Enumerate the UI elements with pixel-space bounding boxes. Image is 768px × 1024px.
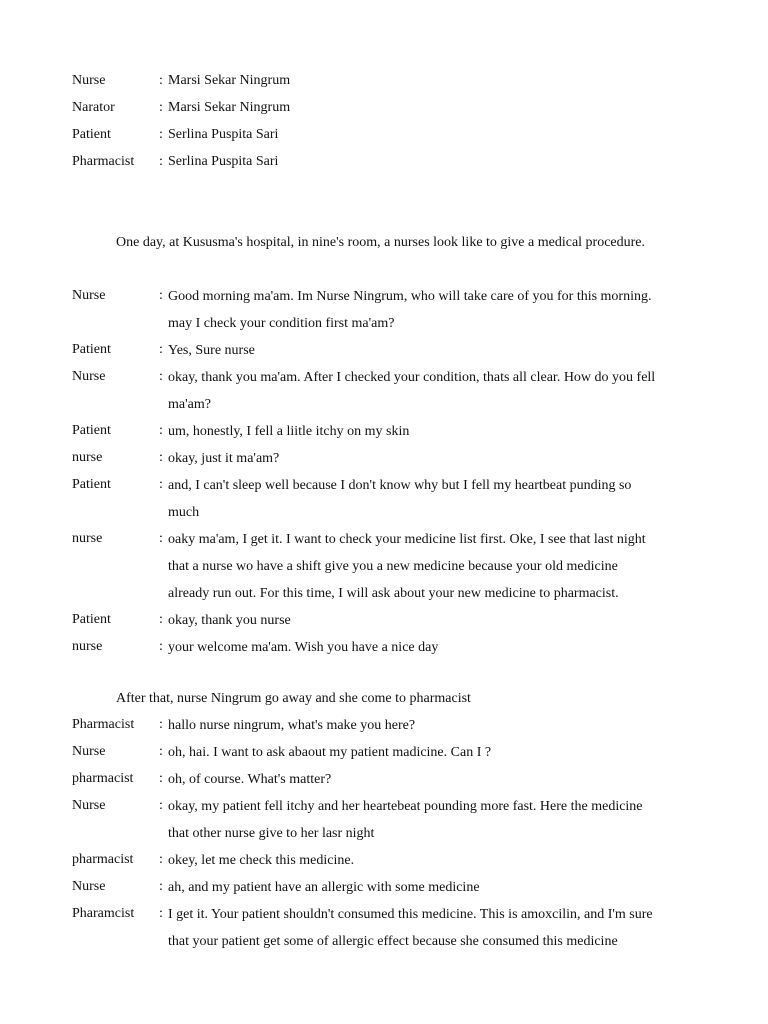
colon: : — [159, 423, 163, 438]
dialog-line: okay, just it ma'am? — [168, 451, 280, 466]
cast-role: Nurse — [72, 73, 106, 88]
dialog-text — [168, 879, 712, 906]
dialog-text — [168, 717, 712, 744]
dialog-line: already run out. For this time, I will ask about your new medicine to pharmacist. — [168, 586, 619, 601]
cast-row — [72, 126, 712, 153]
dialog-line: hallo nurse ningrum, what's make you here? — [168, 718, 416, 733]
dialog-line: that your patient get some of allergic effect because she consumed this medicine — [168, 934, 618, 949]
colon: : — [159, 154, 163, 169]
speaker-label: Nurse — [72, 798, 106, 813]
colon: : — [159, 906, 163, 921]
dialog-turn — [72, 639, 712, 666]
speaker-label: Nurse — [72, 879, 106, 894]
dialog-line: that a nurse wo have a shift give you a new medicine because your old medicine — [168, 559, 618, 574]
narration-paragraph: After that, nurse Ningrum go away and she come to pharmacist — [116, 691, 471, 706]
cast-role: Pharmacist — [72, 154, 135, 169]
dialog-text — [168, 450, 712, 477]
colon: : — [159, 369, 163, 384]
colon: : — [159, 639, 163, 654]
dialog-section-2 — [72, 717, 712, 960]
speaker-label: Patient — [72, 477, 111, 492]
dialog-line: okay, my patient fell itchy and her heartebeat pounding more fast. Here the medicine — [168, 799, 643, 814]
dialog-line: okey, let me check this medicine. — [168, 853, 355, 868]
dialog-line: oaky ma'am, I get it. I want to check your medicine list first. Oke, I see that last night — [168, 532, 646, 547]
cast-list — [72, 72, 712, 180]
dialog-line: ah, and my patient have an allergic with some medicine — [168, 880, 480, 895]
speaker-label: pharmacist — [72, 771, 134, 786]
colon: : — [159, 531, 163, 546]
dialog-turn — [72, 369, 712, 423]
dialog-turn — [72, 798, 712, 852]
cast-row — [72, 99, 712, 126]
cast-role: Patient — [72, 127, 111, 142]
speaker-label: nurse — [72, 639, 103, 654]
dialog-turn — [72, 852, 712, 879]
speaker-label: Nurse — [72, 369, 106, 384]
dialog-line: um, honestly, I fell a liitle itchy on my skin — [168, 424, 410, 439]
dialog-line: okay, thank you nurse — [168, 613, 291, 628]
colon: : — [159, 744, 163, 759]
dialog-line: oh, of course. What's matter? — [168, 772, 332, 787]
dialog-text — [168, 906, 712, 960]
dialog-text — [168, 477, 712, 531]
dialog-turn — [72, 342, 712, 369]
colon: : — [159, 879, 163, 894]
speaker-label: pharmacist — [72, 852, 134, 867]
dialog-turn — [72, 879, 712, 906]
dialog-text — [168, 744, 712, 771]
colon: : — [159, 771, 163, 786]
dialog-text — [168, 612, 712, 639]
dialog-line: your welcome ma'am. Wish you have a nice day — [168, 640, 439, 655]
dialog-line: I get it. Your patient shouldn't consumed this medicine. This is amoxcilin, and I'm sure — [168, 907, 653, 922]
colon: : — [159, 450, 163, 465]
dialog-line: oh, hai. I want to ask abaout my patient madicine. Can I ? — [168, 745, 492, 760]
dialog-text — [168, 639, 712, 666]
dialog-section-1 — [72, 288, 712, 666]
dialog-text — [168, 771, 712, 798]
dialog-line: that other nurse give to her lasr night — [168, 826, 375, 841]
dialog-turn — [72, 717, 712, 744]
dialog-turn — [72, 744, 712, 771]
colon: : — [159, 612, 163, 627]
dialog-line: and, I can't sleep well because I don't know why but I fell my heartbeat punding so — [168, 478, 632, 493]
cast-name: Marsi Sekar Ningrum — [168, 100, 291, 115]
speaker-label: Patient — [72, 423, 111, 438]
dialog-turn — [72, 477, 712, 531]
dialog-line: ma'am? — [168, 397, 211, 412]
dialog-line: Good morning ma'am. Im Nurse Ningrum, who will take care of you for this morning. — [168, 289, 652, 304]
dialog-line: may I check your condition first ma'am? — [168, 316, 395, 331]
colon: : — [159, 288, 163, 303]
colon: : — [159, 127, 163, 142]
speaker-label: Patient — [72, 612, 111, 627]
colon: : — [159, 717, 163, 732]
cast-name: Serlina Puspita Sari — [168, 127, 279, 142]
dialog-turn — [72, 288, 712, 342]
colon: : — [159, 798, 163, 813]
cast-name: Serlina Puspita Sari — [168, 154, 279, 169]
speaker-label: nurse — [72, 531, 103, 546]
speaker-label: nurse — [72, 450, 103, 465]
dialog-turn — [72, 450, 712, 477]
speaker-label: Pharamcist — [72, 906, 135, 921]
cast-row — [72, 72, 712, 99]
speaker-label: Pharmacist — [72, 717, 135, 732]
dialog-text — [168, 531, 712, 612]
dialog-text — [168, 852, 712, 879]
colon: : — [159, 477, 163, 492]
speaker-label: Nurse — [72, 744, 106, 759]
dialog-text — [168, 369, 712, 423]
dialog-text — [168, 342, 712, 369]
dialog-text — [168, 288, 712, 342]
colon: : — [159, 100, 163, 115]
dialog-line: okay, thank you ma'am. After I checked your condition, thats all clear. How do you fell — [168, 370, 656, 385]
dialog-line: Yes, Sure nurse — [168, 343, 255, 358]
dialog-line: much — [168, 505, 200, 520]
speaker-label: Nurse — [72, 288, 106, 303]
dialog-text — [168, 798, 712, 852]
dialog-turn — [72, 906, 712, 960]
cast-row — [72, 153, 712, 180]
speaker-label: Patient — [72, 342, 111, 357]
dialog-turn — [72, 423, 712, 450]
cast-name: Marsi Sekar Ningrum — [168, 73, 291, 88]
dialog-turn — [72, 612, 712, 639]
dialog-turn — [72, 531, 712, 612]
colon: : — [159, 73, 163, 88]
dialog-turn — [72, 771, 712, 798]
narration-paragraph: One day, at Kususma's hospital, in nine's room, a nurses look like to give a medical procedure. — [116, 235, 646, 250]
cast-role: Narator — [72, 100, 115, 115]
colon: : — [159, 342, 163, 357]
dialog-text — [168, 423, 712, 450]
colon: : — [159, 852, 163, 867]
